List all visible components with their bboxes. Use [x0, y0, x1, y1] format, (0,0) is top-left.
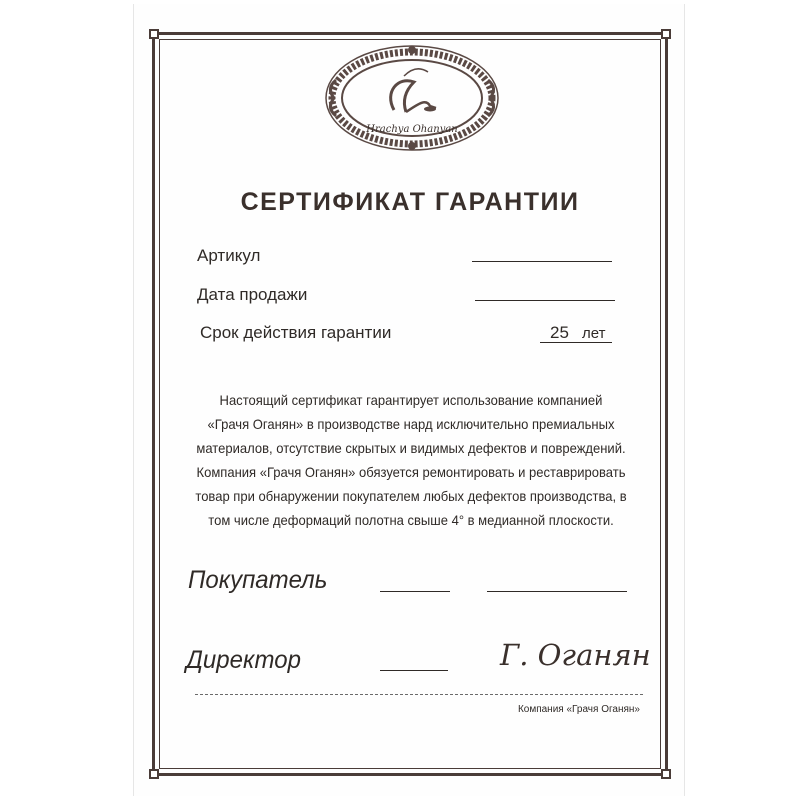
terms-line: том числе деформаций полотна свыше 4° в медианной плоскости. — [208, 512, 614, 528]
frame-corner-ornament — [149, 29, 159, 39]
warranty-term-unit: лет — [582, 325, 606, 342]
warranty-term-value: 25 — [550, 323, 569, 342]
buyer-name-line — [487, 591, 627, 592]
director-label: Директор — [186, 646, 301, 674]
brand-logo — [322, 42, 502, 152]
frame-corner-ornament — [661, 29, 671, 39]
buyer-signature-line — [380, 591, 450, 592]
article-fill-line — [472, 261, 612, 262]
sale-date-fill-line — [475, 300, 615, 301]
certificate-title: СЕРТИФИКАТ ГАРАНТИИ — [240, 188, 580, 216]
footer-divider — [195, 694, 643, 695]
terms-line: Настоящий сертификат гарантирует использование компанией — [219, 392, 603, 408]
terms-line: товар при обнаружении покупателем любых дефектов производства, в — [195, 488, 627, 504]
terms-line: материалов, отсутствие скрытых и видимых дефектов и повреждений. — [196, 440, 626, 456]
footer-company-name: Компания «Грачя Оганян» — [517, 704, 640, 715]
warranty-terms-text — [194, 388, 627, 532]
warranty-fill-line — [540, 342, 612, 343]
terms-line: «Грачя Оганян» в производстве нард исключительно премиальных — [207, 416, 615, 432]
warranty-term-label: Срок действия гарантии — [200, 323, 392, 342]
director-signature-line — [380, 670, 448, 671]
monogram-vignette-icon — [322, 42, 502, 152]
director-signature: Г. Оганян — [500, 638, 651, 672]
sale-date-label: Дата продажи — [197, 285, 308, 304]
terms-line: Компания «Грачя Оганян» обязуется ремонтировать и реставрировать — [196, 464, 626, 480]
article-label: Артикул — [197, 246, 261, 265]
buyer-label: Покупатель — [188, 566, 328, 594]
svg-text:Hrachya Ohanyan: Hrachya Ohanyan — [366, 124, 458, 135]
frame-corner-ornament — [149, 769, 159, 779]
frame-corner-ornament — [661, 769, 671, 779]
